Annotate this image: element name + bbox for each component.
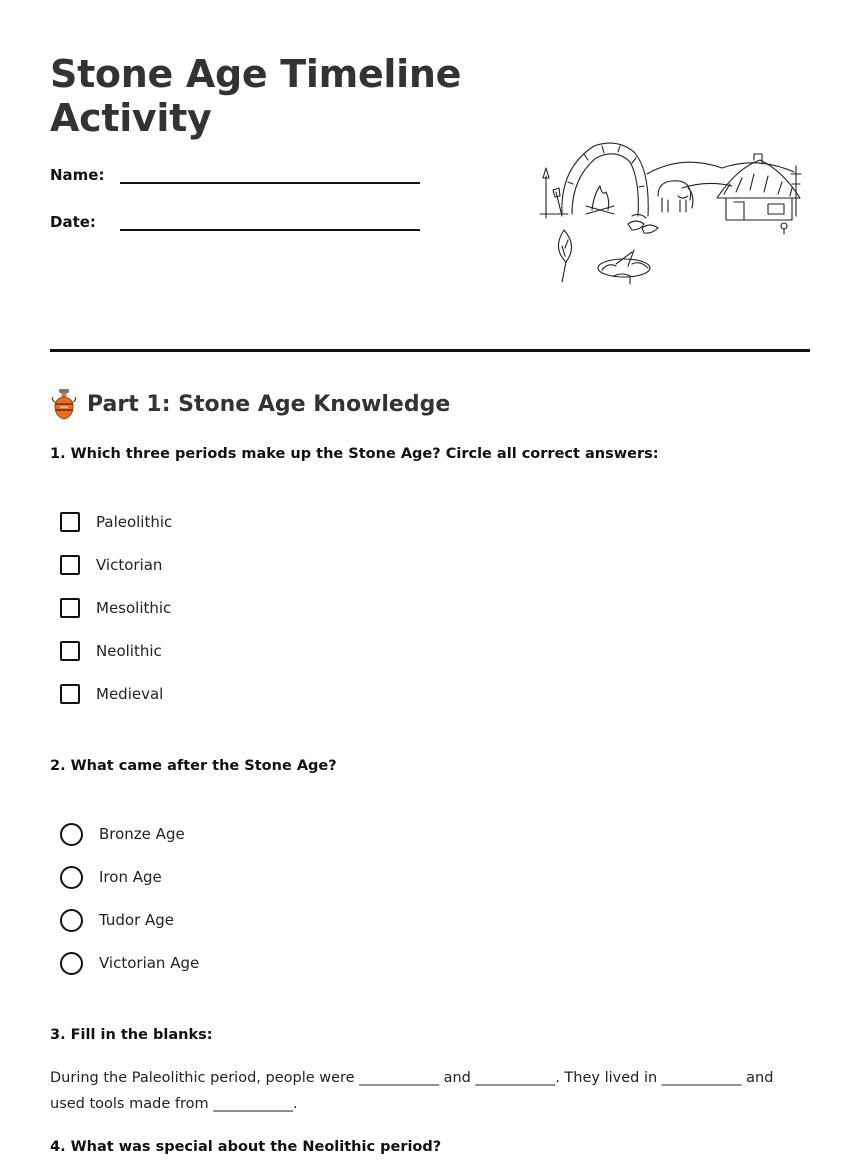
q1-option-medieval[interactable]	[60, 682, 163, 706]
date-field	[50, 213, 420, 231]
q2-option-iron-age[interactable]	[60, 865, 162, 889]
question-2: 2. What came after the Stone Age?	[50, 758, 337, 774]
date-line[interactable]	[120, 213, 420, 231]
option-label: Neolithic	[96, 642, 162, 660]
question-4: 4. What was special about the Neolithic period?	[50, 1139, 442, 1155]
section-heading-text: Part 1: Stone Age Knowledge	[87, 391, 451, 417]
checkbox[interactable]	[60, 641, 80, 661]
option-label: Tudor Age	[99, 911, 175, 929]
amphora-icon	[50, 388, 78, 420]
name-field	[50, 166, 420, 184]
checkbox[interactable]	[60, 512, 80, 532]
date-label: Date:	[50, 213, 96, 231]
option-label: Victorian Age	[99, 954, 200, 972]
option-label: Iron Age	[99, 868, 162, 886]
radio-button[interactable]	[60, 823, 83, 846]
checkbox[interactable]	[60, 555, 80, 575]
fill-in-blanks-paragraph: During the Paleolithic period, people were ___________ and ___________. They lived in ___________ and used tools made from ___________.	[50, 1070, 774, 1112]
q2-option-bronze-age[interactable]	[60, 822, 185, 846]
q1-option-victorian[interactable]	[60, 553, 162, 577]
radio-button[interactable]	[60, 909, 83, 932]
option-label: Mesolithic	[96, 599, 172, 617]
question-3: 3. Fill in the blanks:	[50, 1027, 213, 1043]
option-label: Bronze Age	[99, 825, 185, 843]
q2-option-tudor-age[interactable]	[60, 908, 174, 932]
checkbox[interactable]	[60, 684, 80, 704]
section-divider	[50, 349, 810, 352]
q1-option-mesolithic[interactable]	[60, 596, 171, 620]
q1-option-paleolithic[interactable]	[60, 510, 172, 534]
section-heading	[50, 388, 450, 420]
checkbox[interactable]	[60, 598, 80, 618]
name-line[interactable]	[120, 166, 420, 184]
option-label: Medieval	[96, 685, 164, 703]
stone-age-village-illustration	[532, 136, 807, 286]
radio-button[interactable]	[60, 952, 83, 975]
option-label: Paleolithic	[96, 513, 173, 531]
q2-option-victorian-age[interactable]	[60, 951, 199, 975]
q1-option-neolithic[interactable]	[60, 639, 162, 663]
question-1: 1. Which three periods make up the Stone Age? Circle all correct answers:	[50, 446, 659, 462]
radio-button[interactable]	[60, 866, 83, 889]
option-label: Victorian	[96, 556, 163, 574]
name-label: Name:	[50, 166, 105, 184]
page-title: Stone Age Timeline Activity	[50, 52, 462, 140]
